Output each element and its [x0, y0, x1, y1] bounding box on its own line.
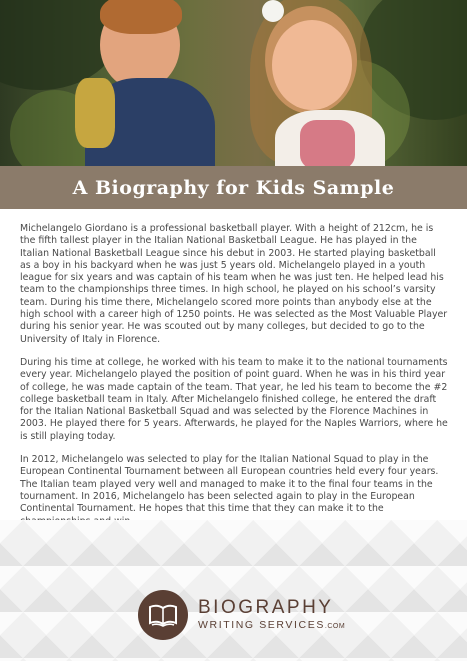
paragraph: In 2012, Michelangelo was selected to play for the Italian National Squad to play in the European Continental Tournament between all European countries held every four years. The Italian team played very well and managed to make it to the final four teams in the tournament. In 2016, Michelangelo has been selected again to play in the European Continental Tournament. He hopes that this time that they can make it to the: [20, 454, 439, 515]
logo-suffix: .COM: [324, 623, 346, 630]
biography-text: [20, 223, 448, 539]
title-banner: [0, 166, 467, 209]
logo-line-1: BIOGRAPHY: [198, 597, 334, 618]
header-photo: [0, 0, 467, 166]
paragraph: Michelangelo Giordano is a professional basketball player. With a height of 212cm, he is the fifth tallest player in the Italian National Basketball League. He has played in the Italian National Basketball League since his debut in 2003. He started playing basketball as a boy in his backyard when he was just 5 years old. Michelangelo played in a youth league for six years and was captain of his team when he was just ten. He helped lead his team to the championships three times. In high school, he played on his school’s varsity team. During his time there, Michelangelo scored more points than anybody else at the high school with a career high of 1250 points. He was selected as the Most Valuable Player during his senior year. He was scouted out by many colleges, but decided to go to the University of Italy in Florence.: [20, 223, 448, 345]
book-icon: [138, 590, 188, 640]
brand-logo[interactable]: [138, 589, 345, 641]
page-title: A Biography for Kids Sample: [72, 176, 395, 199]
logo-services: WRITING SERVICES: [198, 619, 325, 631]
logo-line-2: [198, 619, 345, 633]
paragraph: During his time at college, he worked with his team to make it to the national tournaments every year. Michelangelo played the position of point guard. When he was in his third year of college, he was made captain of the team. That year, he led his team to become the #2 college basketball team in Italy. After Michelangelo finished college, he entered the draft for the Italian National Basketball Squad and was selected by the Florence Machines in 2003. He played there for 5 years. Afterwards, he played for the Naples Warriors, where he is still playing today.: [20, 356, 448, 442]
